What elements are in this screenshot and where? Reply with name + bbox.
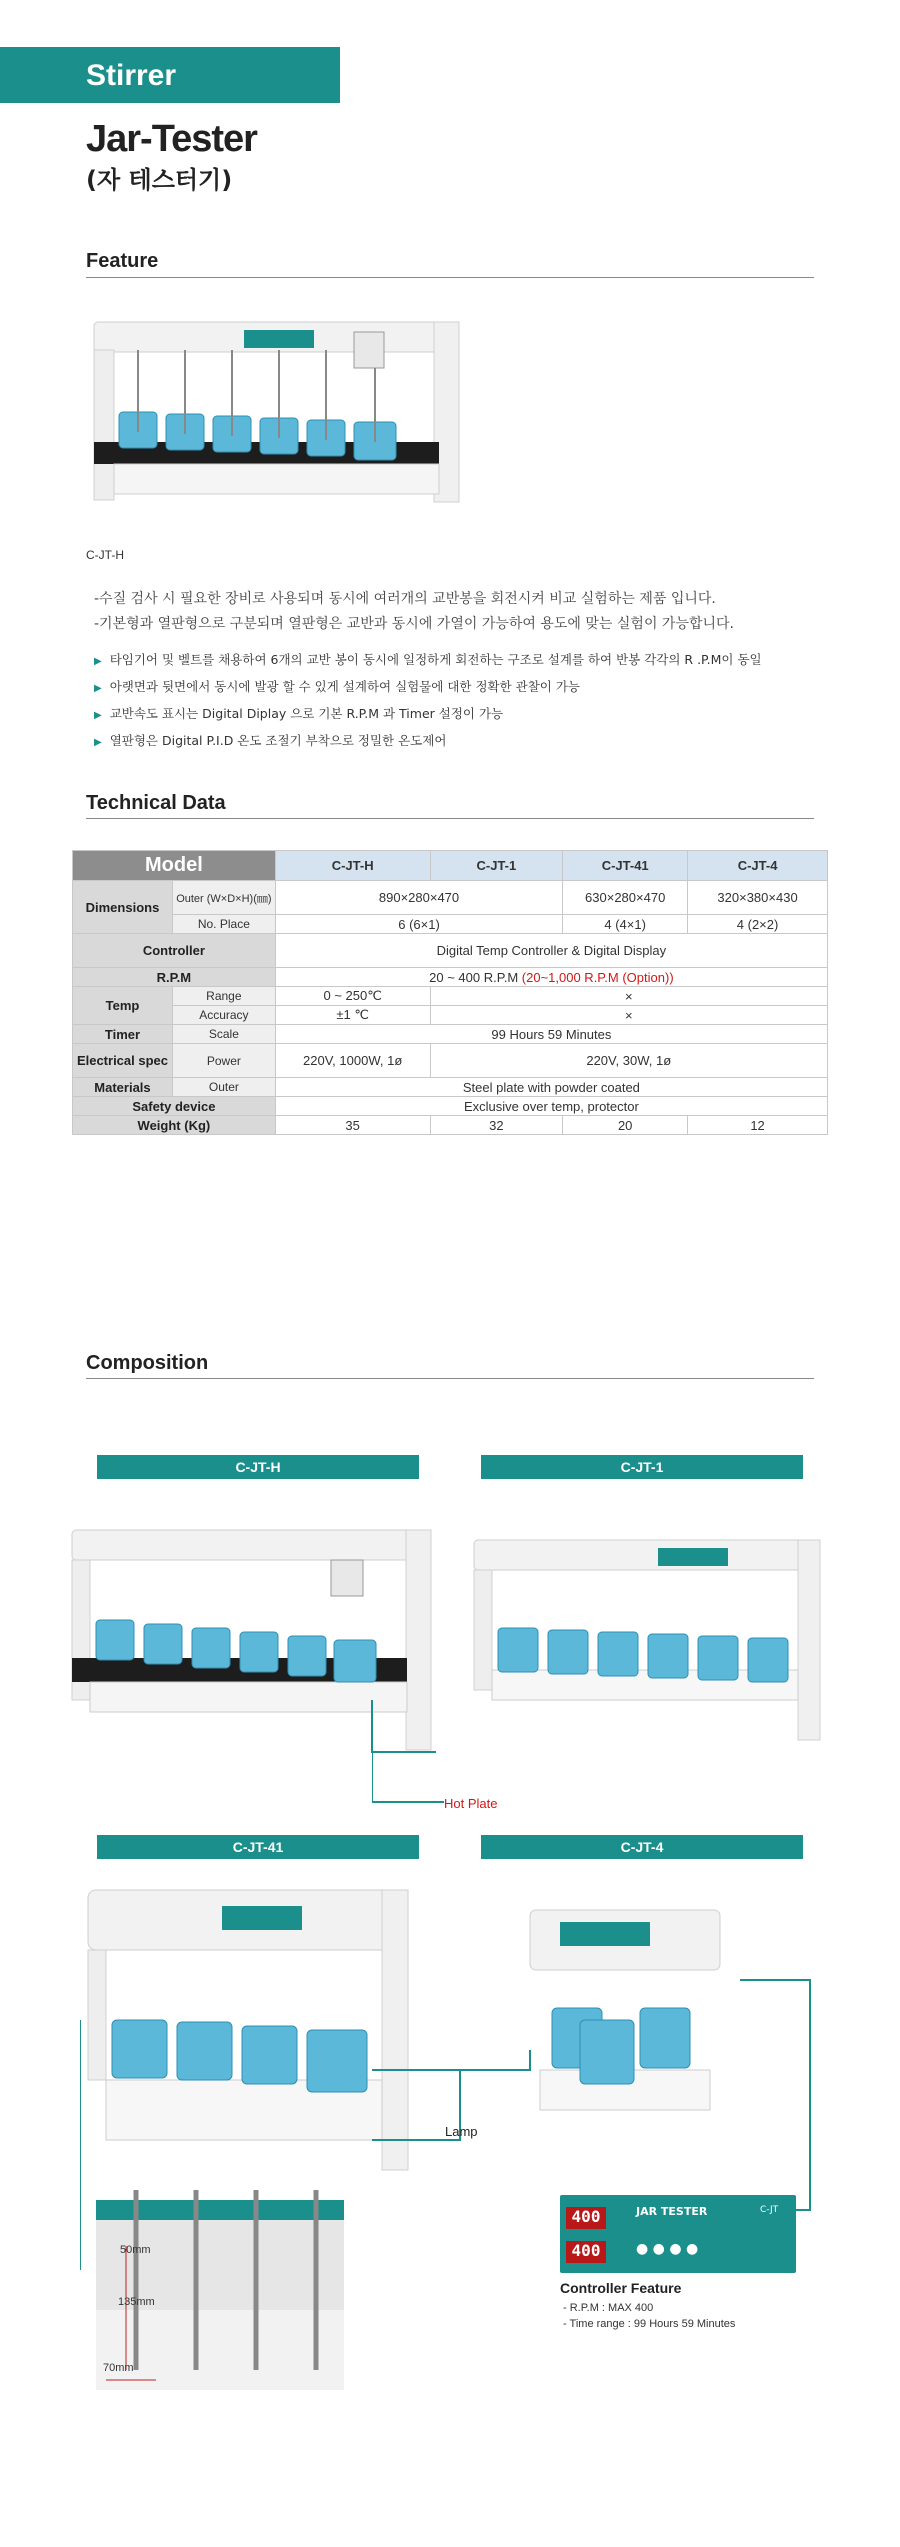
triangle-bullet-icon: ▶ [94,737,102,748]
hot-plate-callout: Hot Plate [444,1796,498,1811]
panel-name: JAR TESTER [636,2205,708,2218]
materials-value: Steel plate with powder coated [275,1078,827,1097]
spec-table [72,850,828,1135]
weight-value: 35 [275,1116,430,1135]
timer-display: 400 [566,2241,606,2263]
power-label: Power [172,1044,275,1078]
dimension-label-bottom: 70mm [103,2362,134,2374]
feature-bullet: ▶ 교반속도 표시는 Digital Diplay 으로 기본 R.P.M 과 Timer 설정이 가능 [94,706,504,721]
controller-spec-rpm: - R.P.M : MAX 400 [563,2302,654,2314]
place-value: 6 (6×1) [275,915,562,934]
place-label: No. Place [172,915,275,934]
feature-bullet: ▶ 타임기어 및 벨트를 채용하여 6개의 교반 봉이 동시에 일정하게 회전하는 구조로 설계를 하여 반봉 각각의 R .P.M이 동일 [94,652,762,667]
accuracy-value: ±1 ℃ [275,1006,430,1025]
composition-label-c-jt-h: C-JT-H [97,1455,419,1479]
jar-tester-h-image [84,302,464,512]
dimensions-label: Dimensions [73,881,173,934]
materials-label: Materials [73,1078,173,1097]
power-value: 220V, 1000W, 1ø [275,1044,430,1078]
dimension-label-top: 50mm [120,2244,151,2256]
stirrer-detail-diagram [96,2190,344,2390]
scale-value: 99 Hours 59 Minutes [275,1025,827,1044]
safety-value: Exclusive over temp, protector [275,1097,827,1116]
rpm-value: 20 ~ 400 R.P.M (20~1,000 R.P.M (Option)) [275,968,827,987]
feature-description-2: -기본형과 열판형으로 구분되며 열판형은 교반과 동시에 가열이 가능하여 용도에 맞는 실험이 가능합니다. [94,616,734,632]
dimension-label-middle: 135mm [118,2296,155,2308]
feature-image-caption: C-JT-H [86,548,124,562]
scale-label: Scale [172,1025,275,1044]
feature-bullet: ▶ 열판형은 Digital P.I.D 온도 조절기 부착으로 정밀한 온도제어 [94,733,447,748]
weight-value: 20 [563,1116,688,1135]
controller-label: Controller [73,934,276,968]
composition-label-c-jt-41: C-JT-41 [97,1835,419,1859]
outer-value: 320×380×430 [688,881,828,915]
outer-value: 630×280×470 [563,881,688,915]
panel-model: C-JT [760,2205,779,2215]
model-c-jt-4: C-JT-4 [688,851,828,881]
technical-data-title: Technical Data [86,792,226,814]
product-title: Jar-Tester [86,118,257,160]
controller-value: Digital Temp Controller & Digital Display [275,934,827,968]
outer-value: 890×280×470 [275,881,562,915]
weight-value: 12 [688,1116,828,1135]
hot-plate-leader-line [372,1750,446,1810]
place-value: 4 (2×2) [688,915,828,934]
triangle-bullet-icon: ▶ [94,683,102,694]
electrical-label: Electrical spec [73,1044,173,1078]
model-c-jt-h: C-JT-H [275,851,430,881]
timer-label: Timer [73,1025,173,1044]
safety-label: Safety device [73,1097,276,1116]
range-value: × [430,987,827,1006]
composition-title: Composition [86,1352,209,1374]
outer-label: Outer (W×D×H)(㎜) [172,881,275,915]
place-value: 4 (4×1) [563,915,688,934]
feature-description-1: -수질 검사 시 필요한 장비로 사용되며 동시에 여러개의 교반봉을 회전시켜 비교 실험하는 제품 입니다. [94,591,716,607]
feature-bullet: ▶ 아랫면과 뒷면에서 동시에 발광 할 수 있게 설계하여 실험물에 대한 정확한 관찰이 가능 [94,679,581,694]
c-jt-1-device-image [468,1520,828,1760]
controller-feature-title: Controller Feature [560,2280,682,2296]
rpm-display: 400 [566,2207,606,2229]
lamp-callout: Lamp [445,2124,478,2139]
model-c-jt-1: C-JT-1 [430,851,563,881]
accuracy-label: Accuracy [172,1006,275,1025]
c-jt-h-device-image [66,1520,436,1780]
triangle-bullet-icon: ▶ [94,656,102,667]
controller-spec-time: - Time range : 99 Hours 59 Minutes [563,2318,736,2330]
controller-panel [560,2195,796,2273]
model-header: Model [73,851,276,881]
category-banner: Stirrer [0,47,340,103]
rpm-label: R.P.M [73,968,276,987]
product-subtitle: (자 테스터기) [86,166,233,194]
temp-label: Temp [73,987,173,1025]
accuracy-value: × [430,1006,827,1025]
materials-sub-label: Outer [172,1078,275,1097]
triangle-bullet-icon: ▶ [94,710,102,721]
composition-label-c-jt-4: C-JT-4 [481,1835,803,1859]
model-c-jt-41: C-JT-41 [563,851,688,881]
feature-divider [86,277,814,278]
panel-buttons-icon: ● ● ● ● [636,2241,699,2257]
power-value: 220V, 30W, 1ø [430,1044,827,1078]
weight-value: 32 [430,1116,563,1135]
feature-title: Feature [86,250,159,272]
range-label: Range [172,987,275,1006]
weight-label: Weight (Kg) [73,1116,276,1135]
technical-divider [86,818,814,819]
range-value: 0 ~ 250℃ [275,987,430,1006]
composition-label-c-jt-1: C-JT-1 [481,1455,803,1479]
composition-divider [86,1378,814,1379]
